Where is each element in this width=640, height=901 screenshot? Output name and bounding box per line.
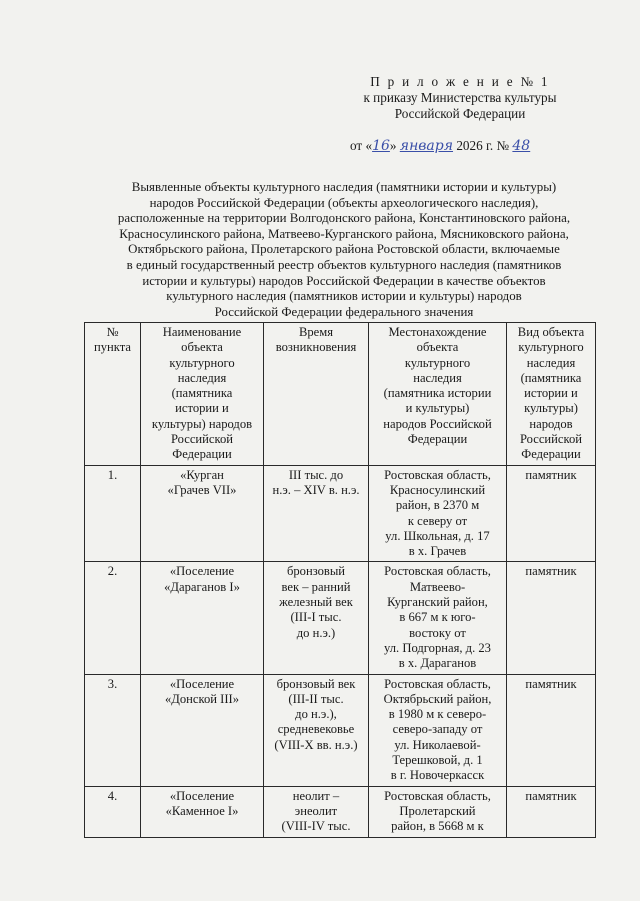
header-kind: [507, 323, 596, 466]
cell-line: (памятника: [171, 386, 233, 401]
table-row: [85, 465, 596, 562]
cell-line: культуры): [524, 401, 578, 416]
cell-line: до н.э.): [296, 625, 336, 640]
heading-line: истории и культуры) народов Российской Федерации в качестве объектов: [142, 273, 546, 288]
cell-line: «Грачев VII»: [167, 482, 237, 497]
header-time: [264, 323, 369, 466]
cell-line: «Поселение: [169, 676, 235, 691]
cell-line: в х. Грачев: [408, 544, 467, 559]
cell-line: Наименование: [162, 325, 242, 339]
cell-line: Ростовская область,: [384, 788, 491, 803]
cell-line: культуры) народов: [151, 416, 253, 431]
date-suffix: 2026 г. №: [453, 138, 513, 153]
cell-line: «Поселение: [169, 788, 235, 803]
heading-line: народов Российской Федерации (объекты археологического наследия),: [149, 195, 539, 210]
cell-line: Федерации: [521, 447, 581, 462]
cell-line: Пролетарский: [399, 803, 476, 818]
cell-line: до н.э.),: [295, 707, 337, 722]
cell-line: III тыс. до: [288, 467, 344, 482]
cell-line: (III-I тыс.: [290, 610, 342, 625]
cell-line: №: [106, 325, 119, 339]
cell-time: [264, 562, 369, 674]
cell-line: возникновения: [275, 340, 357, 355]
cell-kind: памятник: [507, 674, 596, 786]
table-row: [85, 786, 596, 837]
cell-line: Российской: [519, 432, 583, 447]
cell-line: культурного: [518, 340, 584, 355]
cell-line: ул. Школьная, д. 17: [385, 528, 490, 543]
cell-location: [369, 465, 507, 562]
cell-line: (памятника истории: [383, 386, 492, 401]
cell-line: (III-II тыс.: [288, 691, 344, 706]
cell-time: [264, 465, 369, 562]
header-name: [141, 323, 264, 466]
cell-line: культурного: [404, 355, 471, 370]
cell-name: [141, 786, 264, 837]
heading-line: в единый государственный реестр объектов культурного наследия (памятников: [126, 257, 562, 272]
cell-line: народов Российской: [383, 416, 492, 431]
cell-line: Вид объекта: [517, 325, 585, 339]
cell-line: Курганский район,: [387, 595, 488, 610]
cell-line: бронзовый: [286, 564, 346, 579]
cell-line: (VIII-IV тыс.: [281, 819, 351, 834]
document-heading: [82, 180, 606, 320]
date-prefix: от «: [350, 138, 373, 153]
cell-line: век – ранний: [281, 579, 351, 594]
date-mid: »: [389, 138, 400, 153]
cell-location: [369, 562, 507, 674]
heritage-table: [84, 322, 596, 838]
cell-line: «Дараганов I»: [164, 579, 240, 594]
cell-kind: памятник: [507, 465, 596, 562]
table-row: [85, 674, 596, 786]
cell-line: Терешковой, д. 1: [392, 753, 483, 768]
cell-line: культурного: [169, 355, 235, 370]
appendix-ministry-line: Российской Федерации: [394, 106, 526, 121]
cell-line: железный век: [279, 595, 353, 610]
handwritten-month: января: [399, 138, 454, 154]
cell-line: (VIII-X вв. н.э.): [274, 737, 358, 752]
heading-line: Октябрьского района, Пролетарского района Ростовской области, включаемые: [128, 242, 560, 257]
cell-line: востоку от: [409, 625, 466, 640]
cell-line: Российской: [170, 432, 234, 447]
order-date-line: [350, 138, 610, 154]
cell-line: истории и: [175, 401, 229, 416]
cell-line: истории и: [524, 386, 578, 401]
cell-line: в г. Новочеркасск: [390, 768, 485, 783]
cell-line: Красносулинский: [389, 482, 486, 497]
cell-name: [141, 674, 264, 786]
cell-time: [264, 786, 369, 837]
appendix-order-line: к приказу Министерства культуры: [363, 90, 557, 105]
cell-line: и культуры): [405, 401, 470, 416]
cell-line: Время: [298, 325, 334, 339]
cell-line: Ростовская область,: [384, 676, 491, 691]
cell-line: район, в 5668 м к: [391, 819, 484, 834]
cell-line: наследия: [177, 370, 227, 385]
cell-line: в 667 м к юго-: [399, 610, 476, 625]
cell-line: Ростовская область,: [384, 564, 491, 579]
cell-num: 2.: [85, 562, 141, 674]
cell-line: средневековье: [277, 722, 355, 737]
cell-line: Федерации: [172, 447, 232, 462]
cell-line: «Поселение: [169, 564, 235, 579]
cell-line: энеолит: [294, 803, 338, 818]
cell-line: Октябрьский район,: [383, 691, 492, 706]
cell-name: [141, 465, 264, 562]
cell-line: (памятника: [520, 370, 582, 385]
table-header-row: [85, 323, 596, 466]
cell-line: в 1980 м к северо-: [388, 707, 487, 722]
cell-line: «Донской III»: [164, 691, 240, 706]
cell-line: бронзовый век: [276, 676, 356, 691]
handwritten-number: 48: [512, 138, 531, 154]
cell-line: «Курган: [180, 467, 224, 482]
cell-line: объекта: [416, 340, 459, 355]
cell-num: 4.: [85, 786, 141, 837]
heading-line: Российской Федерации федерального значения: [214, 304, 474, 319]
cell-name: [141, 562, 264, 674]
cell-line: народов: [529, 416, 573, 431]
appendix-block: [330, 74, 590, 122]
heading-line: культурного наследия (памятников истории и культуры) народов: [166, 289, 522, 304]
cell-line: к северу от: [407, 513, 468, 528]
heading-line: Выявленные объекты культурного наследия (памятники истории и культуры): [131, 180, 557, 194]
heading-line: расположенные на территории Волгодонского района, Константиновского района,: [117, 211, 571, 226]
cell-line: район, в 2370 м: [395, 498, 480, 513]
cell-line: наследия: [413, 370, 462, 385]
cell-kind: памятник: [507, 562, 596, 674]
cell-line: Местонахождение: [388, 325, 487, 339]
cell-line: ул. Николаевой-: [394, 737, 481, 752]
cell-location: [369, 786, 507, 837]
cell-line: Ростовская область,: [384, 467, 491, 482]
heading-line: Красносулинского района, Матвеево-Курганского района, Мясниковского района,: [119, 226, 569, 241]
cell-kind: памятник: [507, 786, 596, 837]
cell-line: неолит –: [292, 788, 340, 803]
cell-line: в х. Дараганов: [398, 656, 477, 671]
cell-line: ул. Подгорная, д. 23: [384, 640, 491, 655]
cell-line: объекта: [181, 340, 223, 355]
header-num: [85, 323, 141, 466]
cell-time: [264, 674, 369, 786]
handwritten-day: 16: [372, 138, 390, 154]
cell-location: [369, 674, 507, 786]
cell-line: наследия: [526, 355, 576, 370]
appendix-title: П р и л о ж е н и е № 1: [370, 74, 550, 89]
cell-num: 1.: [85, 465, 141, 562]
table-row: [85, 562, 596, 674]
cell-line: «Каменное I»: [165, 803, 239, 818]
cell-line: Матвеево-: [409, 579, 466, 594]
cell-line: пункта: [94, 340, 131, 355]
cell-line: северо-западу от: [392, 722, 483, 737]
cell-num: 3.: [85, 674, 141, 786]
cell-line: н.э. – XIV в. н.э.: [272, 482, 360, 497]
header-location: [369, 323, 507, 466]
cell-line: Федерации: [407, 432, 468, 447]
